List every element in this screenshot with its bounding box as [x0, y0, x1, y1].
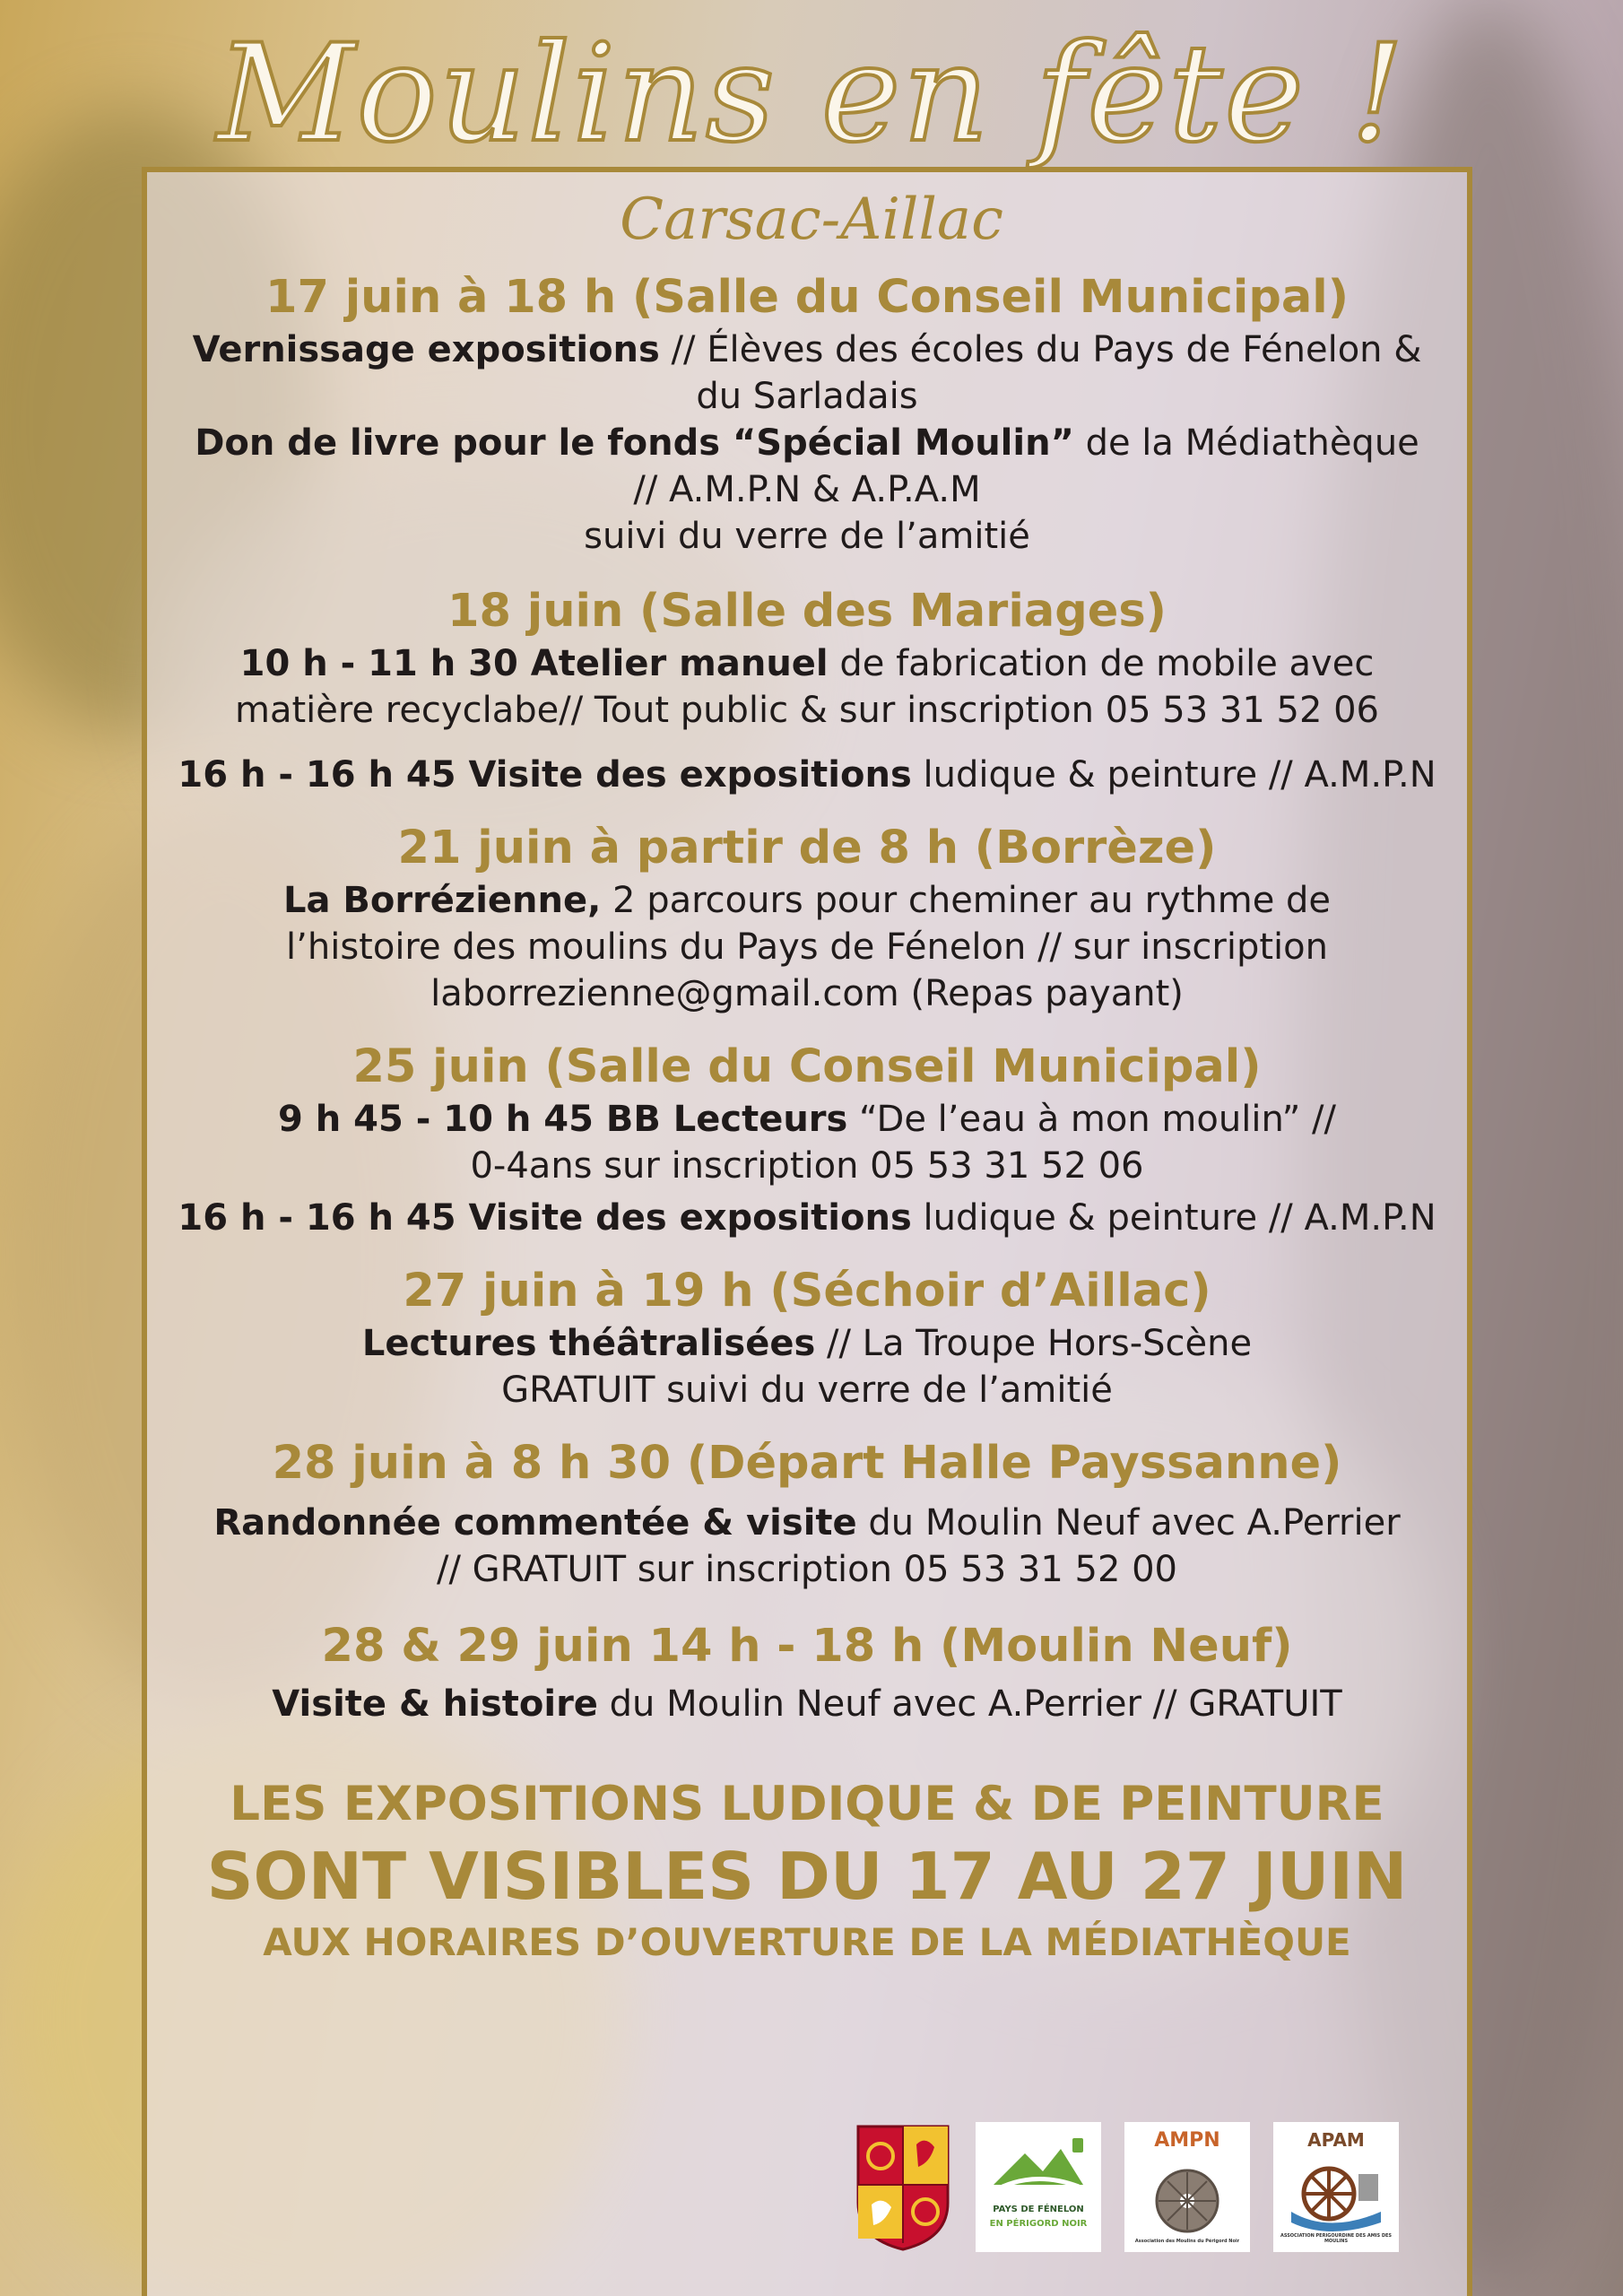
event-line-text: du Sarladais	[696, 376, 918, 417]
event-heading: 18 juin (Salle des Mariages)	[447, 585, 1167, 638]
event-line-bold: Vernissage expositions	[192, 329, 660, 370]
event-line-text: // La Troupe Hors-Scène	[815, 1323, 1253, 1364]
event-line	[142, 970, 1472, 1017]
event-line-text: du Moulin Neuf avec A.Perrier // GRATUIT	[597, 1683, 1342, 1725]
event-line	[142, 687, 1472, 734]
pays-de-fenelon-logo	[976, 2122, 1101, 2252]
event-line	[142, 1681, 1472, 1727]
event-line-text: matière recyclabe// Tout public & sur inscription 05 53 31 52 06	[234, 690, 1379, 731]
event-line-text: du Moulin Neuf avec A.Perrier	[856, 1502, 1401, 1544]
event-18-juin	[142, 583, 1472, 798]
event-line-bold: Visite & histoire	[272, 1683, 598, 1725]
event-line	[142, 1546, 1472, 1593]
event-line	[142, 420, 1472, 466]
event-21-juin	[142, 820, 1472, 1017]
event-line	[142, 1195, 1472, 1241]
event-line-text: // Élèves des écoles du Pays de Fénelon &	[659, 329, 1422, 370]
event-line-text: ludique & peinture // A.M.P.N	[911, 1197, 1436, 1239]
ampn-caption: Association des Moulins du Périgord Noir	[1134, 2239, 1240, 2244]
event-line-text: de fabrication de mobile avec	[828, 643, 1375, 684]
event-line	[142, 326, 1472, 373]
apam-name: APAM	[1307, 2129, 1365, 2151]
event-line-bold: La Borrézienne,	[282, 880, 602, 921]
poster-title: Moulins en fête !	[216, 16, 1407, 172]
event-line	[142, 640, 1472, 687]
event-heading: 17 juin à 18 h (Salle du Conseil Municipal)	[265, 271, 1350, 324]
event-heading: 25 juin (Salle du Conseil Municipal)	[352, 1040, 1262, 1093]
event-heading: 21 juin à partir de 8 h (Borrèze)	[397, 822, 1217, 874]
event-17-juin	[142, 269, 1472, 560]
event-line-text: “De l’eau à mon moulin” //	[847, 1099, 1336, 1140]
event-line-bold: 16 h - 16 h 45 Visite des expositions	[178, 754, 912, 796]
event-28-29-juin	[142, 1618, 1472, 1727]
event-line-text: laborrezienne@gmail.com (Repas payant)	[430, 973, 1184, 1014]
event-line-text: ludique & peinture // A.M.P.N	[911, 754, 1436, 796]
hills-icon	[976, 2122, 1101, 2203]
event-line-text: l’histoire des moulins du Pays de Fénelon // sur inscription	[286, 926, 1328, 968]
event-25-juin	[142, 1039, 1472, 1241]
apam-logo	[1273, 2122, 1399, 2252]
event-line-text: // A.M.P.N & A.P.A.M	[633, 469, 981, 510]
event-27-juin	[142, 1263, 1472, 1413]
coat-of-arms-logo	[854, 2122, 952, 2252]
event-line-text: de la Médiathèque	[1073, 422, 1419, 464]
exhibition-notice	[142, 1772, 1472, 1970]
event-line	[142, 1320, 1472, 1367]
event-heading: 28 & 29 juin 14 h - 18 h (Moulin Neuf)	[321, 1620, 1293, 1673]
event-line-text: // GRATUIT sur inscription 05 53 31 52 00	[436, 1549, 1178, 1590]
event-line	[142, 1367, 1472, 1413]
event-28-juin	[142, 1435, 1472, 1593]
ampn-logo	[1124, 2122, 1250, 2252]
event-line-text: suivi du verre de l’amitié	[584, 516, 1030, 557]
ampn-name: AMPN	[1154, 2129, 1220, 2152]
event-line	[142, 924, 1472, 970]
event-heading: 28 juin à 8 h 30 (Départ Halle Payssanne)	[272, 1437, 1342, 1490]
exhibition-line-1: LES EXPOSITIONS LUDIQUE & DE PEINTURE	[230, 1777, 1384, 1831]
event-line	[142, 1143, 1472, 1189]
event-line-bold: Lectures théâtralisées	[361, 1323, 816, 1364]
event-line	[142, 877, 1472, 924]
event-line	[142, 1500, 1472, 1546]
event-line-text: GRATUIT suivi du verre de l’amitié	[501, 1370, 1113, 1411]
partner-logos	[854, 2122, 1399, 2257]
event-line-text: 0-4ans sur inscription 05 53 31 52 06	[470, 1145, 1144, 1187]
pays-line-1: PAYS DE FÉNELON	[993, 2205, 1084, 2214]
poster-subtitle: Carsac-Aillac	[620, 187, 1003, 253]
millstone-icon	[1124, 2122, 1250, 2252]
apam-caption: ASSOCIATION PERIGOURDINE DES AMIS DES MOULINS	[1280, 2233, 1393, 2244]
event-line-bold: 16 h - 16 h 45 Visite des expositions	[178, 1197, 912, 1239]
coat-of-arms-icon	[854, 2122, 952, 2252]
exhibition-line-3: AUX HORAIRES D’OUVERTURE DE LA MÉDIATHÈQUE	[263, 1920, 1351, 1964]
event-list	[142, 269, 1472, 1970]
event-line-bold: Randonnée commentée & visite	[213, 1502, 857, 1544]
event-line-text: 2 parcours pour cheminer au rythme de	[601, 880, 1332, 921]
event-line	[142, 752, 1472, 798]
event-line-bold: Don de livre pour le fonds “Spécial Moulin”	[195, 422, 1074, 464]
event-heading: 27 juin à 19 h (Séchoir d’Aillac)	[403, 1265, 1211, 1318]
event-line-bold: 9 h 45 - 10 h 45 BB Lecteurs	[277, 1099, 848, 1140]
pays-line-2: EN PÉRIGORD NOIR	[989, 2219, 1088, 2229]
event-line	[142, 466, 1472, 513]
event-line	[142, 373, 1472, 420]
event-line	[142, 1096, 1472, 1143]
exhibition-line-2: SONT VISIBLES DU 17 AU 27 JUIN	[206, 1839, 1408, 1914]
event-line	[142, 513, 1472, 560]
event-line-bold: 10 h - 11 h 30 Atelier manuel	[239, 643, 829, 684]
